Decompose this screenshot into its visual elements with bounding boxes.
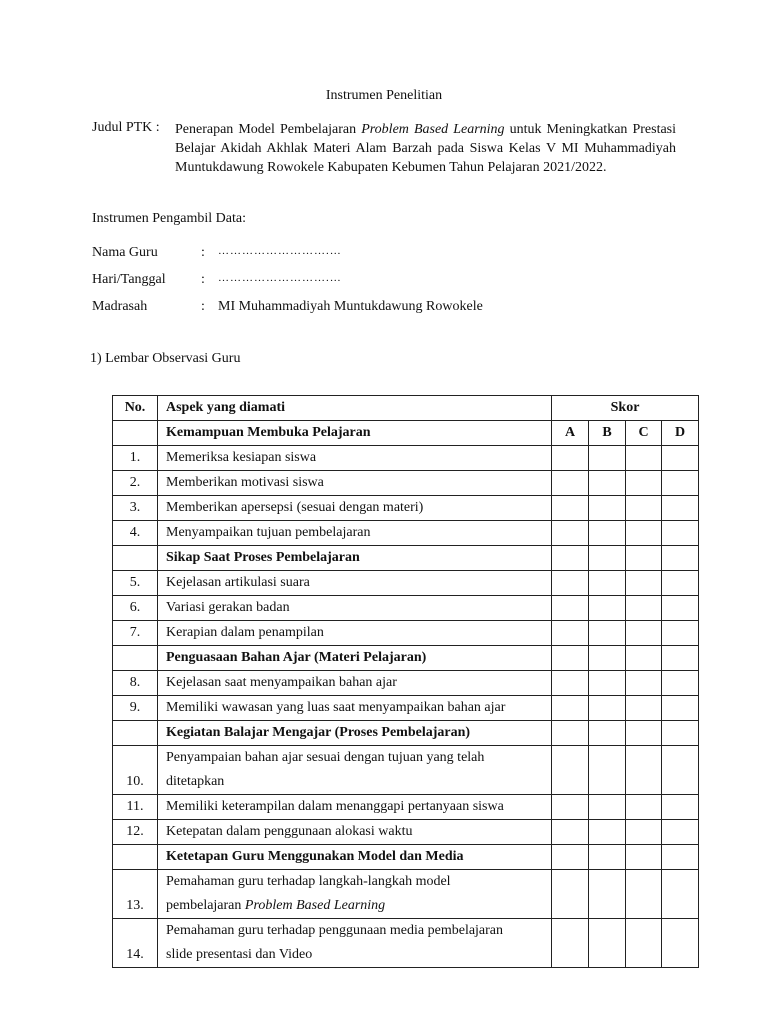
row-aspek-italic: Problem Based Learning — [244, 898, 386, 913]
table-row — [113, 696, 699, 721]
empty-cell — [552, 845, 589, 870]
score-cell[interactable] — [662, 870, 699, 919]
document-title: Instrumen Penelitian — [325, 88, 443, 103]
score-col-d: D — [662, 421, 699, 446]
score-cell[interactable] — [552, 596, 589, 621]
row-aspek: Memiliki wawasan yang luas saat menyampaikan bahan ajar — [158, 696, 552, 721]
row-number: 14. — [113, 919, 158, 968]
score-cell[interactable] — [662, 571, 699, 596]
info-value: MI Muhammadiyah Muntukdawung Rowokele — [218, 299, 483, 314]
score-cell[interactable] — [662, 496, 699, 521]
row-number: 2. — [113, 471, 158, 496]
judul-text-italic: Problem Based Learning — [361, 122, 505, 137]
score-cell[interactable] — [552, 746, 589, 795]
group-heading: Sikap Saat Proses Pembelajaran — [158, 546, 552, 571]
score-cell[interactable] — [552, 696, 589, 721]
header-no: No. — [113, 396, 158, 421]
table-header-row — [113, 396, 699, 421]
info-colon: : — [201, 245, 205, 260]
empty-cell — [589, 845, 626, 870]
group-heading-row — [113, 721, 699, 746]
header-skor: Skor — [552, 396, 699, 421]
score-cell[interactable] — [662, 621, 699, 646]
group-heading-row — [113, 646, 699, 671]
score-cell[interactable] — [552, 446, 589, 471]
row-aspek-line: Pemahaman guru terhadap langkah-langkah model — [166, 874, 451, 889]
table-row — [113, 621, 699, 646]
score-cell[interactable] — [552, 671, 589, 696]
score-cell[interactable] — [662, 671, 699, 696]
info-colon: : — [201, 272, 205, 287]
row-number: 1. — [113, 446, 158, 471]
score-cell[interactable] — [552, 919, 589, 968]
row-number: 11. — [113, 795, 158, 820]
empty-cell — [589, 721, 626, 746]
row-aspek: Kerapian dalam penampilan — [158, 621, 552, 646]
table-row — [113, 521, 699, 546]
row-aspek: Menyampaikan tujuan pembelajaran — [158, 521, 552, 546]
score-cell[interactable] — [626, 795, 662, 820]
score-cell[interactable] — [552, 471, 589, 496]
group-heading-row — [113, 546, 699, 571]
score-cell[interactable] — [552, 621, 589, 646]
row-aspek — [158, 870, 552, 919]
row-aspek-line: ditetapkan — [166, 774, 225, 789]
info-label: Hari/Tanggal — [92, 272, 166, 287]
empty-cell — [113, 721, 158, 746]
table-row — [113, 471, 699, 496]
row-number: 10. — [113, 746, 158, 795]
score-cell[interactable] — [662, 596, 699, 621]
score-cell[interactable] — [662, 919, 699, 968]
row-aspek-part: pembelajaran — [166, 898, 245, 913]
score-cell[interactable] — [552, 870, 589, 919]
judul-text-part: untuk Meningkatkan Prestasi Belajar Akidah Akhlak Materi Alam Barzah pada Siswa Kelas V MI Muhammadiyah Muntukdawung Rowokele Kabupaten Kebumen Tahun Pelajaran 2021/2022. — [175, 122, 677, 175]
score-cell[interactable] — [626, 696, 662, 721]
score-cell[interactable] — [626, 571, 662, 596]
score-cell[interactable] — [589, 571, 626, 596]
row-aspek-line: slide presentasi dan Video — [166, 947, 313, 962]
score-cell[interactable] — [589, 696, 626, 721]
row-aspek-line: Penyampaian bahan ajar sesuai dengan tujuan yang telah — [166, 750, 485, 765]
score-col-c: C — [626, 421, 662, 446]
empty-cell — [552, 721, 589, 746]
empty-cell — [662, 546, 699, 571]
row-number: 7. — [113, 621, 158, 646]
empty-cell — [626, 721, 662, 746]
score-cell[interactable] — [662, 471, 699, 496]
row-number: 12. — [113, 820, 158, 845]
score-cell[interactable] — [662, 521, 699, 546]
info-value: ……………………….… — [218, 245, 342, 257]
info-value: ……………………….… — [218, 272, 342, 284]
group-heading: Ketetapan Guru Menggunakan Model dan Media — [158, 845, 552, 870]
empty-cell — [113, 646, 158, 671]
score-cell[interactable] — [626, 671, 662, 696]
score-cell[interactable] — [589, 746, 626, 795]
score-cell[interactable] — [552, 820, 589, 845]
score-cell[interactable] — [589, 671, 626, 696]
judul-text-part: Penerapan Model Pembelajaran — [175, 122, 362, 137]
empty-cell — [552, 546, 589, 571]
score-cell[interactable] — [552, 795, 589, 820]
row-aspek: Memberikan apersepsi (sesuai dengan materi) — [158, 496, 552, 521]
score-cell[interactable] — [589, 919, 626, 968]
score-col-b: B — [589, 421, 626, 446]
observation-table — [112, 395, 699, 968]
row-aspek — [158, 919, 552, 968]
table-row — [113, 446, 699, 471]
score-cell[interactable] — [589, 446, 626, 471]
info-label: Madrasah — [92, 299, 148, 314]
row-aspek-line — [166, 894, 543, 918]
row-aspek: Memiliki keterampilan dalam menanggapi pertanyaan siswa — [158, 795, 552, 820]
table-row — [113, 496, 699, 521]
row-aspek: Ketepatan dalam penggunaan alokasi waktu — [158, 820, 552, 845]
row-aspek: Variasi gerakan badan — [158, 596, 552, 621]
row-aspek: Memberikan motivasi siswa — [158, 471, 552, 496]
score-cell[interactable] — [589, 471, 626, 496]
score-cell[interactable] — [552, 521, 589, 546]
group-heading-row — [113, 845, 699, 870]
instrumen-label: Instrumen Pengambil Data: — [92, 211, 246, 226]
empty-cell — [113, 845, 158, 870]
score-cell[interactable] — [662, 696, 699, 721]
score-cell[interactable] — [589, 820, 626, 845]
section-title: 1) Lembar Observasi Guru — [90, 351, 241, 366]
group-heading-row — [113, 421, 699, 446]
score-cell[interactable] — [662, 746, 699, 795]
score-cell[interactable] — [626, 746, 662, 795]
empty-cell — [626, 646, 662, 671]
row-number: 5. — [113, 571, 158, 596]
judul-text — [175, 120, 676, 177]
row-aspek — [158, 746, 552, 795]
table-row — [113, 746, 699, 795]
empty-cell — [113, 421, 158, 446]
judul-label: Judul PTK : — [92, 120, 160, 135]
row-number: 8. — [113, 671, 158, 696]
table-row — [113, 671, 699, 696]
score-cell[interactable] — [589, 795, 626, 820]
empty-cell — [662, 646, 699, 671]
score-cell[interactable] — [589, 870, 626, 919]
empty-cell — [662, 721, 699, 746]
info-colon: : — [201, 299, 205, 314]
empty-cell — [662, 845, 699, 870]
empty-cell — [113, 546, 158, 571]
empty-cell — [589, 546, 626, 571]
row-aspek-line: Pemahaman guru terhadap penggunaan media pembelajaran — [166, 923, 504, 938]
score-cell[interactable] — [626, 919, 662, 968]
score-cell[interactable] — [589, 521, 626, 546]
score-col-a: A — [552, 421, 589, 446]
score-cell[interactable] — [552, 496, 589, 521]
row-number: 3. — [113, 496, 158, 521]
table-row — [113, 919, 699, 968]
score-cell[interactable] — [626, 870, 662, 919]
header-aspek: Aspek yang diamati — [158, 396, 552, 421]
score-cell[interactable] — [626, 820, 662, 845]
info-label: Nama Guru — [92, 245, 158, 260]
empty-cell — [626, 546, 662, 571]
group-heading: Kemampuan Membuka Pelajaran — [158, 421, 552, 446]
empty-cell — [589, 646, 626, 671]
group-heading: Kegiatan Balajar Mengajar (Proses Pembelajaran) — [158, 721, 552, 746]
row-number: 6. — [113, 596, 158, 621]
score-cell[interactable] — [626, 596, 662, 621]
score-cell[interactable] — [626, 521, 662, 546]
empty-cell — [626, 845, 662, 870]
score-cell[interactable] — [626, 621, 662, 646]
score-cell[interactable] — [662, 446, 699, 471]
score-cell[interactable] — [552, 571, 589, 596]
score-cell[interactable] — [589, 621, 626, 646]
empty-cell — [552, 646, 589, 671]
score-cell[interactable] — [589, 496, 626, 521]
row-aspek: Kejelasan saat menyampaikan bahan ajar — [158, 671, 552, 696]
score-cell[interactable] — [662, 820, 699, 845]
score-cell[interactable] — [662, 795, 699, 820]
table-row — [113, 571, 699, 596]
row-aspek: Memeriksa kesiapan siswa — [158, 446, 552, 471]
score-cell[interactable] — [626, 446, 662, 471]
score-cell[interactable] — [626, 496, 662, 521]
row-number: 4. — [113, 521, 158, 546]
table-row — [113, 596, 699, 621]
row-aspek: Kejelasan artikulasi suara — [158, 571, 552, 596]
row-number: 9. — [113, 696, 158, 721]
row-number: 13. — [113, 870, 158, 919]
table-row — [113, 820, 699, 845]
table-row — [113, 870, 699, 919]
score-cell[interactable] — [626, 471, 662, 496]
table-row — [113, 795, 699, 820]
group-heading: Penguasaan Bahan Ajar (Materi Pelajaran) — [158, 646, 552, 671]
score-cell[interactable] — [589, 596, 626, 621]
